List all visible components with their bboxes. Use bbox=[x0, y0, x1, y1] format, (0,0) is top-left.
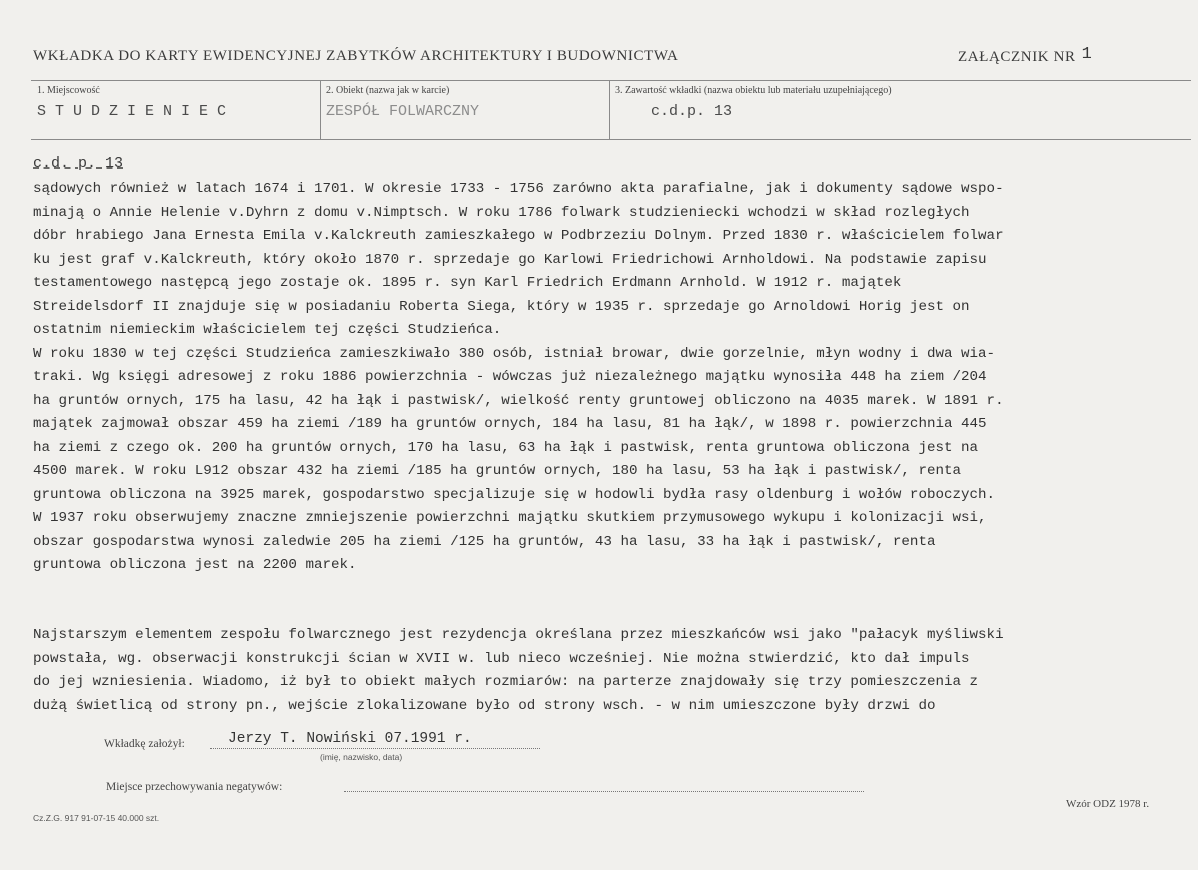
signature-label: Wkładkę założył: bbox=[104, 738, 185, 750]
text-line: Streidelsdorf II znajduje się w posiadaniu Roberta Siega, który w 1935 r. sprzedaje go Arnoldowi Horig jest on bbox=[33, 298, 970, 315]
field-locality-label: 1. Miejscowość bbox=[37, 85, 100, 96]
text-line: W 1937 roku obserwujemy znaczne zmniejszenie powierzchni majątku skutkiem przymusowego wykupu i kolonizacji wsi, bbox=[33, 510, 987, 526]
field-insert-content bbox=[609, 81, 1191, 139]
text-line: powstała, wg. obserwacji konstrukcji ścian w XVII w. lub nieco wcześniej. Nie można stwierdzić, kto dał impuls bbox=[33, 650, 970, 667]
text-line: ha ziemi z czego ok. 200 ha gruntów ornych, 170 ha lasu, 63 ha łąk i pastwisk, renta gruntowa obliczona jest na bbox=[33, 439, 979, 456]
text-line: 4500 marek. W roku L912 obszar 432 ha ziemi /185 ha gruntów ornych, 180 ha lasu, 53 ha łąk i pastwisk/, renta bbox=[33, 463, 962, 479]
form-title: WKŁADKA DO KARTY EWIDENCYJNEJ ZABYTKÓW ARCHITEKTURY I BUDOWNICTWA bbox=[33, 48, 679, 64]
field-locality-value: STUDZIENIEC bbox=[37, 103, 236, 120]
text-line: gruntowa obliczona jest na 2200 marek. bbox=[33, 557, 357, 573]
text-line: sądowych również w latach 1674 i 1701. W okresie 1733 - 1756 zarówno akta parafialne, jak i dokumenty sądowe wspo- bbox=[33, 181, 1004, 197]
field-object-label: 2. Obiekt (nazwa jak w karcie) bbox=[326, 85, 450, 96]
text-line: dużą świetlicą od strony pn., wejście zlokalizowane było od strony wsch. - w nim umieszczone były drzwi do bbox=[33, 697, 936, 714]
text-line: minają o Annie Helenie v.Dyhrn z domu v.Nimptsch. W roku 1786 folwark studzieniecki wchodzi w skład rozległych bbox=[33, 204, 970, 221]
annex-header bbox=[958, 45, 1093, 67]
text-line: dóbr hrabiego Jana Ernesta Emila v.Kalckreuth zamieszkałego w Podbrzeziu Dolnym. Przed 1830 r. właścicielem folwar bbox=[33, 228, 1004, 244]
negatives-label: Miejsce przechowywania negatywów: bbox=[106, 781, 283, 793]
history-paragraph bbox=[33, 178, 1193, 578]
text-line: W roku 1830 w tej części Studzieńca zamieszkiwało 380 osób, istniał browar, dwie gorzelnie, młyn wodny i dwa wia- bbox=[33, 345, 996, 362]
field-object bbox=[320, 81, 610, 139]
field-locality bbox=[31, 81, 321, 139]
text-line: ostatnim niemieckim właścicielem tej części Studzieńca. bbox=[33, 322, 502, 338]
signature-line bbox=[210, 748, 540, 749]
text-line: gruntowa obliczona na 3925 marek, gospodarstwo specjalizuje się w hodowli bydła rasy oldenburg i wołów roboczych. bbox=[33, 486, 996, 503]
negatives-line bbox=[344, 791, 864, 792]
form-code: Wzór ODZ 1978 r. bbox=[1066, 798, 1150, 810]
signature-caption: (imię, nazwisko, data) bbox=[320, 752, 403, 762]
field-insert-content-label: 3. Zawartość wkładki (nazwa obiektu lub materiału uzupełniającego) bbox=[615, 85, 892, 96]
text-line: Najstarszym elementem zespołu folwarcznego jest rezydencja określana przez mieszkańców wsi jako "pałacyk myśliwski bbox=[33, 627, 1004, 643]
text-line: obszar gospodarstwa wynosi zaledwie 205 ha ziemi /125 ha gruntów, 43 ha lasu, 33 ha łąk i pastwisk/, renta bbox=[33, 533, 936, 550]
text-line: ha gruntów ornych, 175 ha lasu, 42 ha łąk i pastwisk/, wielkość renty gruntowej obliczono na 4035 marek. W 1891 r. bbox=[33, 392, 1004, 409]
continuation-heading: c.d. p. 13 bbox=[33, 155, 124, 172]
text-line: traki. Wg księgi adresowej z roku 1886 powierzchnia - wówczas już niezależnego majątku wynosiła 448 ha ziem /204 bbox=[33, 369, 987, 385]
signature-value: Jerzy T. Nowiński 07.1991 r. bbox=[228, 731, 472, 747]
text-line: majątek zajmował obszar 459 ha ziemi /189 ha gruntów ornych, 184 ha lasu, 81 ha łąk/, w 1898 r. powierzchnia 445 bbox=[33, 416, 987, 432]
print-info: Cz.Z.G. 917 91-07-15 40.000 szt. bbox=[33, 813, 160, 823]
text-line: testamentowego następcą jego zostaje ok. 1895 r. syn Karl Friedrich Erdmann Arnhold. W 1912 r. majątek bbox=[33, 275, 902, 291]
description-paragraph bbox=[33, 624, 1193, 718]
field-insert-content-value: c.d.p. 13 bbox=[651, 103, 733, 120]
annex-number: 1 bbox=[1081, 45, 1093, 64]
field-boxes bbox=[31, 80, 1191, 140]
annex-label: ZAŁĄCZNIK NR bbox=[958, 49, 1076, 65]
text-line: ku jest graf v.Kalckreuth, który około 1870 r. sprzedaje go Karlowi Friedrichowi Arnholdowi. Na podstawie zapisu bbox=[33, 251, 987, 268]
text-line: do jej wzniesienia. Wiadomo, iż był to obiekt małych rozmiarów: na parterze znajdowały się trzy pomieszczenia z bbox=[33, 674, 979, 690]
field-object-value: ZESPÓŁ FOLWARCZNY bbox=[326, 103, 480, 120]
